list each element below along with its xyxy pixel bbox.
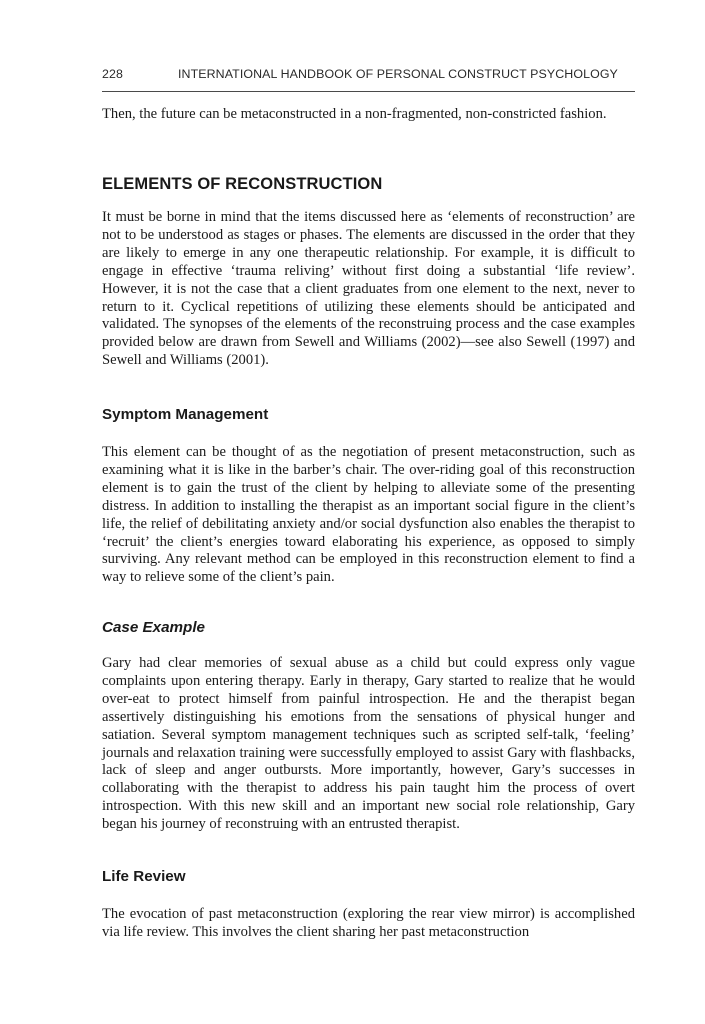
life-review-paragraph: The evocation of past metaconstruction (exploring the rear view mirror) is accomplished via life review. This involves the client sharing her past metaconstruction (102, 906, 635, 940)
subheading-symptom-management: Symptom Management (102, 406, 269, 423)
intro-paragraph: Then, the future can be metaconstructed in a non-fragmented, non-constricted fashion. (102, 106, 607, 122)
section-heading-elements: ELEMENTS OF RECONSTRUCTION (102, 175, 383, 193)
subheading-case-example: Case Example (102, 619, 205, 636)
running-header (102, 67, 635, 81)
elements-paragraph: It must be borne in mind that the items discussed here as ‘elements of reconstruction’ are not to be understood as stages or phases. The elements are discussed in the order that they are likely to emerge in any one therapeutic relationship. For example, it is difficult to engage in effective ‘trauma reliving’ without first doing a substantial ‘life review’. However, it is not the case that a client graduates from one element to the next, never to return to it. Cyclical repetitions of utilizing these elements should be anticipated and validated. The synopses of the elements of the reconstruing process and the case examples provided below are drawn from Sewell and Williams (2002)—see also Sewell (1997) and Sewell and Williams (2001). (102, 209, 635, 369)
page-number: 228 (102, 67, 123, 81)
running-head-title: INTERNATIONAL HANDBOOK OF PERSONAL CONSTRUCT PSYCHOLOGY (178, 67, 618, 81)
case-paragraph: Gary had clear memories of sexual abuse as a child but could express only vague complaints upon entering therapy. Early in therapy, Gary started to realize that he would over-eat to protect himself from painful introspection. He and the therapist began assertively distinguishing his emotions from the sensations of physical hunger and satiation. Several symptom management techniques such as scripted self-talk, ‘feeling’ journals and relaxation training were successfully employed to assist Gary with flashbacks, lack of sleep and anger outbursts. More importantly, however, Gary’s successes in collaborating with the therapist to address his pain taught him the process of overt introspection. With this new skill and an important new social role relationship, Gary began his journey of reconstruing with an entrusted therapist. (102, 655, 635, 833)
subheading-life-review: Life Review (102, 868, 186, 885)
header-rule (102, 91, 635, 92)
symptom-paragraph: This element can be thought of as the negotiation of present metaconstruction, such as examining what it is like in the barber’s chair. The over-riding goal of this reconstruction element is to gain the trust of the client by helping to alleviate some of the presenting distress. In addition to installing the therapist as an important social figure in the client’s life, the relief of debilitating anxiety and/or social dysfunction also enables the therapist to ‘recruit’ the client’s energies toward elaborating his experience, as opposed to simply surviving. Any relevant method can be employed in this reconstruction element to find a way to relieve some of the client’s pain. (102, 444, 635, 586)
